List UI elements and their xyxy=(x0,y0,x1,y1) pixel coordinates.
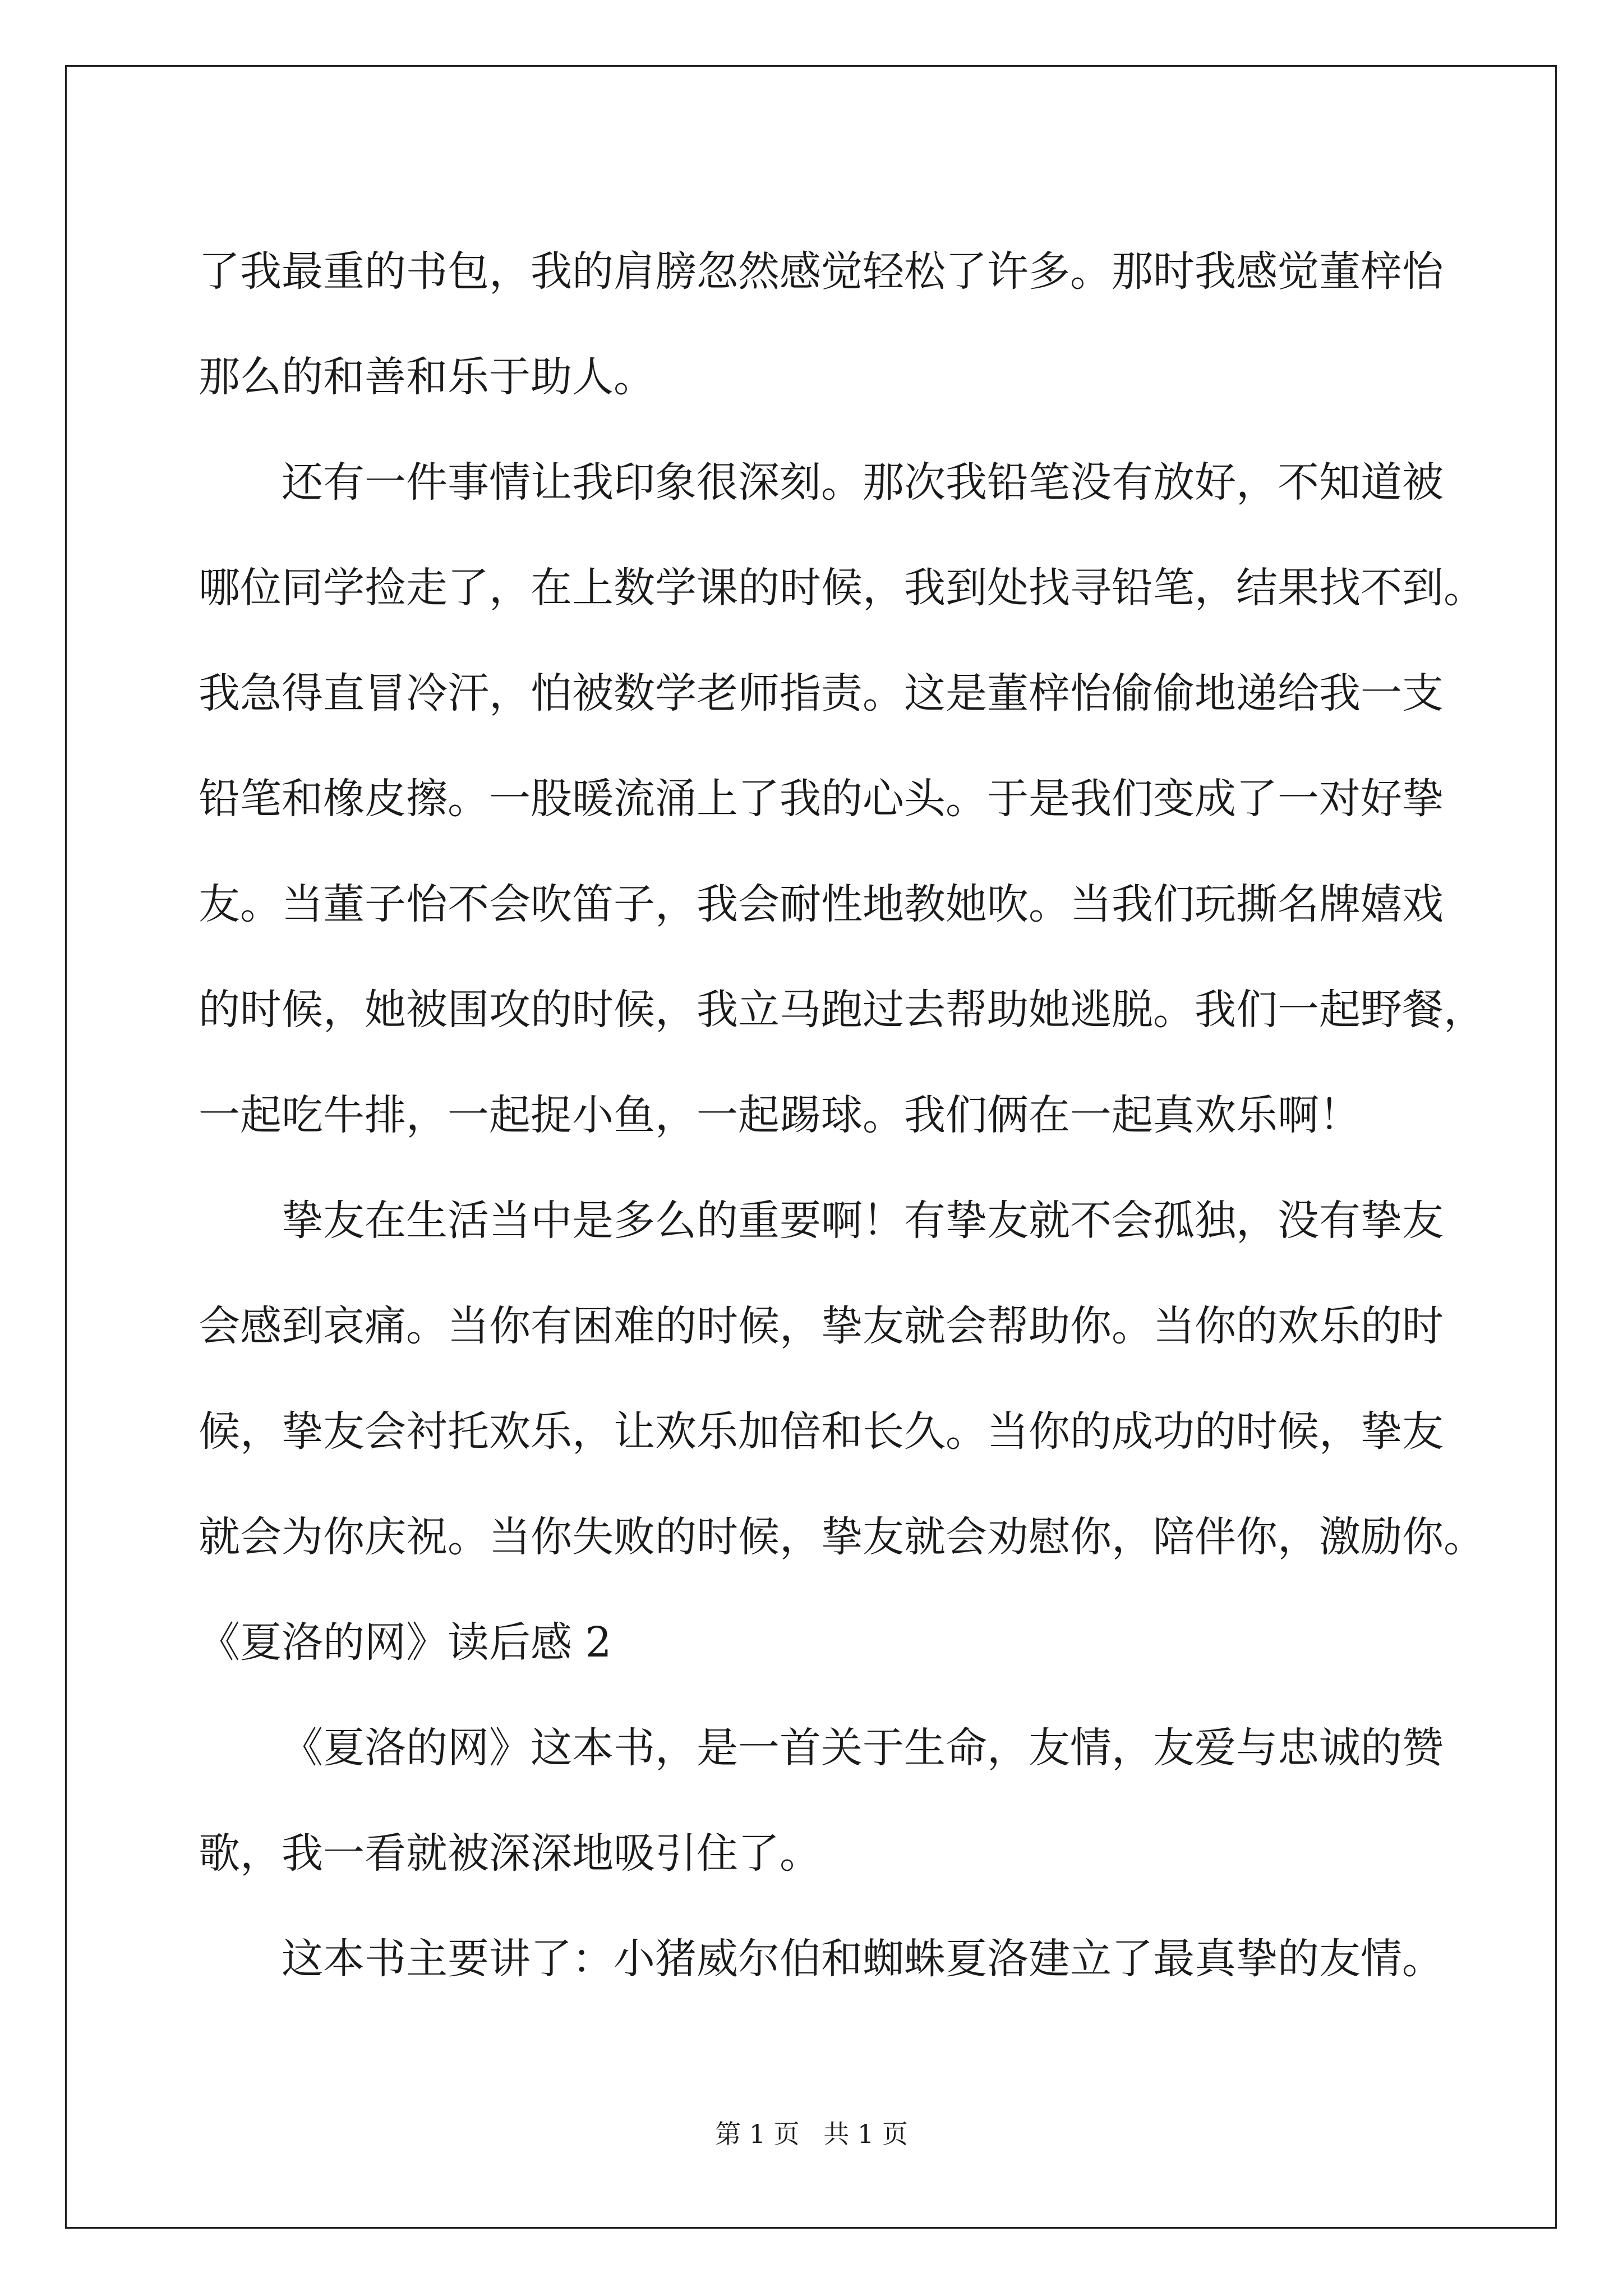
paragraph-start-line: 这本书主要讲了：小猪威尔伯和蜘蛛夏洛建立了最真挚的友情。 xyxy=(282,1935,1444,1983)
page-number: 第 1 页 xyxy=(715,2119,800,2149)
section-heading: 《夏洛的网》读后感 2 xyxy=(199,1618,612,1667)
text-line: 就会为你庆祝。当你失败的时候，挚友就会劝慰你，陪伴你，激励你。 xyxy=(199,1513,1485,1561)
text-line: 候，挚友会衬托欢乐，让欢乐加倍和长久。当你的成功的时候，挚友 xyxy=(199,1407,1444,1456)
text-line: 歌，我一看就被深深地吸引住了。 xyxy=(199,1829,821,1878)
paragraph-start-line: 挚友在生活当中是多么的重要啊！有挚友就不会孤独，没有挚友 xyxy=(282,1197,1444,1245)
text-line: 会感到哀痛。当你有困难的时候，挚友就会帮助你。当你的欢乐的时 xyxy=(199,1302,1444,1350)
text-line: 铅笔和橡皮擦。一股暖流涌上了我的心头。于是我们变成了一对好挚 xyxy=(199,775,1444,823)
text-line: 的时候，她被围攻的时候，我立马跑过去帮助她逃脱。我们一起野餐， xyxy=(199,986,1485,1034)
text-line: 一起吃牛排，一起捉小鱼，一起踢球。我们俩在一起真欢乐啊！ xyxy=(199,1091,1361,1139)
page-total: 共 1 页 xyxy=(823,2119,908,2149)
text-line: 了我最重的书包，我的肩膀忽然感觉轻松了许多。那时我感觉董梓怡 xyxy=(199,247,1444,296)
paragraph-start-line: 还有一件事情让我印象很深刻。那次我铅笔没有放好，不知道被 xyxy=(282,458,1444,507)
document-body xyxy=(199,219,1485,2012)
text-line: 哪位同学捡走了，在上数学课的时候，我到处找寻铅笔，结果找不到。 xyxy=(199,564,1485,612)
text-line: 我急得直冒冷汗，怕被数学老师指责。这是董梓怡偷偷地递给我一支 xyxy=(199,669,1444,717)
text-line: 那么的和善和乐于助人。 xyxy=(199,353,655,401)
text-line: 友。当董子怡不会吹笛子，我会耐性地教她吹。当我们玩撕名牌嬉戏 xyxy=(199,880,1444,928)
page-footer xyxy=(0,2114,1623,2151)
paragraph-start-line: 《夏洛的网》这本书，是一首关于生命，友情，友爱与忠诚的赞 xyxy=(282,1724,1444,1772)
